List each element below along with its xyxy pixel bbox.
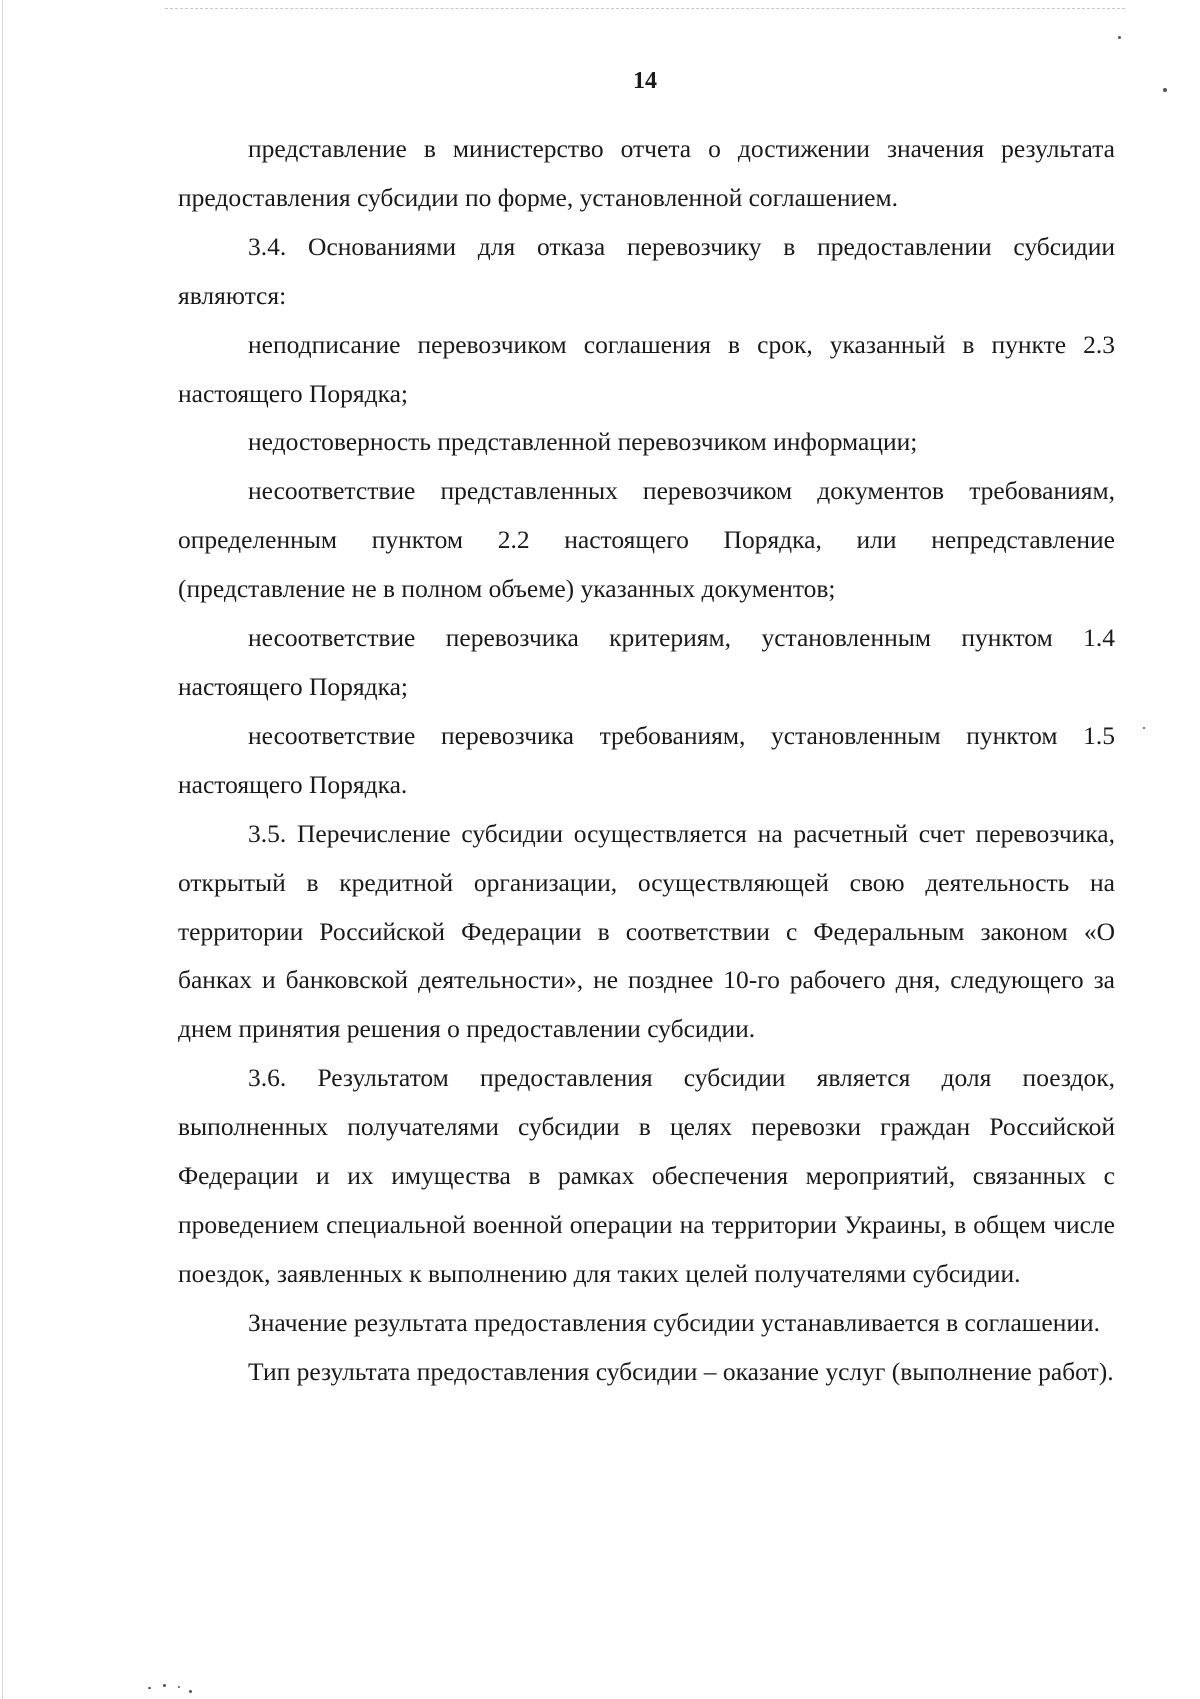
scan-speck xyxy=(178,1686,180,1688)
paragraph: несоответствие перевозчика требованиям, установленным пунктом 1.5 настоящего Порядка. xyxy=(178,720,1115,799)
paragraph: Значение результата предоставления субсидии устанавливается в соглашении. xyxy=(248,1307,1101,1337)
scan-speck xyxy=(148,1687,151,1689)
scan-speck xyxy=(1118,36,1121,39)
paragraph: несоответствие перевозчика критериям, установленным пунктом 1.4 настоящего Порядка; xyxy=(178,623,1115,701)
scan-edge-left xyxy=(2,0,3,1699)
page-number: 14 xyxy=(633,68,657,94)
scan-edge-top xyxy=(165,8,1125,10)
paragraph: 3.6. Результатом предоставления субсидии является доля поездок, выполненных получателями субсидии в целях перевозки граждан Российской Федерации и их имущества в рамках обеспечения мероприятий, связанных с проведением специальной военной операции на территории Украины, в общем числе поездок, заявленных к выполнению для таких целей получателями субсидии. xyxy=(178,1063,1115,1288)
paragraph: 3.5. Перечисление субсидии осуществляется на расчетный счет перевозчика, открытый в кредитной организации, осуществляющей свою деятельность на территории Российской Федерации в соответствии с Федеральным законом «О банках и банковской деятельности», не позднее 10-го рабочего дня, следующего за днем принятия решения о предоставлении субсидии. xyxy=(178,818,1115,1044)
paragraph: недостоверность представленной перевозчиком информации; xyxy=(248,427,918,457)
paragraph: неподписание перевозчиком соглашения в срок, указанный в пункте 2.3 настоящего Порядка; xyxy=(178,329,1115,408)
scan-speck xyxy=(1163,88,1167,92)
paragraph: представление в министерство отчета о достижении значения результата предоставления субсидии по форме, установленной соглашением. xyxy=(178,134,1115,212)
paragraph: несоответствие представленных перевозчиком документов требованиям, определенным пунктом 2.2 настоящего Порядка, или непредставление (представление не в полном объеме) указанных документов; xyxy=(178,476,1115,604)
paragraph: 3.4. Основаниями для отказа перевозчику в предоставлении субсидии являются: xyxy=(178,231,1115,310)
scan-speck xyxy=(163,1684,166,1687)
paragraph: Тип результата предоставления субсидии – оказание услуг (выполнение работ). xyxy=(248,1356,1114,1386)
scan-speck xyxy=(189,1690,192,1693)
document-body xyxy=(178,125,1115,1397)
scan-speck xyxy=(1143,727,1145,729)
